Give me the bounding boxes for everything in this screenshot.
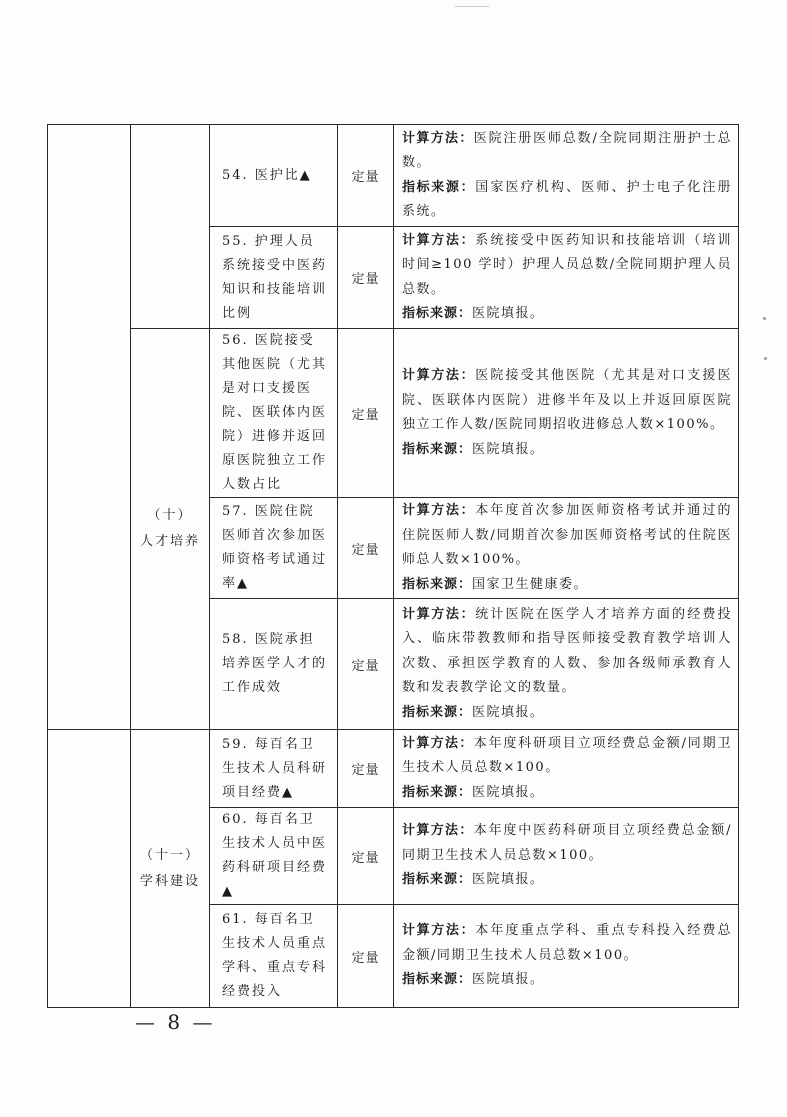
indicator-cell: 54. 医护比▲	[210, 125, 338, 227]
source-text: 国家卫生健康委。	[472, 576, 589, 592]
source-label: 指标来源：	[402, 784, 473, 800]
source-label: 指标来源：	[402, 972, 473, 988]
blank-cell	[48, 730, 131, 1008]
indicator-cell: 55. 护理人员系统接受中医药知识和技能培训比例	[210, 227, 338, 329]
source-label: 指标来源：	[402, 872, 473, 888]
method-text: 本年度重点学科、重点专科投入经费总金额/同期卫生技术人员总数×100。	[402, 923, 732, 963]
category-paren: （十一）	[139, 847, 200, 863]
category-name: 学科建设	[139, 873, 200, 889]
source-label: 指标来源：	[402, 441, 473, 457]
source-label: 指标来源：	[402, 179, 476, 195]
method-text: 医院注册医师总数/全院同期注册护士总数。	[402, 130, 732, 170]
source-text: 医院填报。	[472, 441, 545, 457]
method-text: 本年度中医药科研项目立项经费总金额/同期卫生技术人员总数×100。	[402, 823, 732, 863]
description-cell	[394, 905, 739, 1008]
type-cell: 定量	[338, 227, 394, 329]
description-cell	[394, 227, 739, 329]
table-row	[48, 125, 739, 227]
source-text: 医院填报。	[472, 784, 545, 800]
category-cell-talent	[131, 329, 210, 730]
method-label: 计算方法：	[402, 823, 474, 839]
indicator-cell: 60. 每百名卫生技术人员中医药科研项目经费▲	[210, 808, 338, 905]
source-label: 指标来源：	[402, 306, 473, 321]
category-paren: （十）	[147, 508, 193, 523]
category-cell-discipline	[131, 730, 210, 1008]
source-text: 医院填报。	[472, 306, 545, 321]
method-label: 计算方法：	[402, 130, 474, 146]
description-cell	[394, 125, 739, 227]
method-label: 计算方法：	[402, 606, 476, 622]
source-text: 医院填报。	[472, 972, 545, 988]
method-text: 医院接受其他医院（尤其是对口支援医院、医联体内医院）进修半年及以上并返回原医院独立工作人数/医院同期招收进修总人数×100%。	[402, 368, 732, 432]
table-row	[48, 329, 739, 498]
indicator-cell: 57. 医院住院医师首次参加医师资格考试通过率▲	[210, 498, 338, 599]
indicator-table	[47, 124, 739, 1008]
indicator-cell: 61. 每百名卫生技术人员重点学科、重点专科经费投入	[210, 905, 338, 1008]
blank-cell	[131, 125, 210, 329]
category-name: 人才培养	[139, 534, 200, 549]
type-cell: 定量	[338, 730, 394, 808]
method-text: 统计医院在医学人才培养方面的经费投入、临床带教教师和指导医师接受教育教学培训人次数、承担医学教育的人数、参加各级师承教育人数和发表教学论文的数量。	[402, 606, 732, 696]
type-cell: 定量	[338, 125, 394, 227]
method-text: 系统接受中医药知识和技能培训（培训时间≥100 学时）护理人员总数/全院同期护理人员总数。	[402, 232, 732, 297]
method-label: 计算方法：	[402, 923, 476, 939]
method-text: 本年度科研项目立项经费总金额/同期卫生技术人员总数×100。	[402, 735, 732, 776]
type-cell: 定量	[338, 599, 394, 730]
type-cell: 定量	[338, 905, 394, 1008]
scan-speck	[764, 357, 767, 360]
indicator-cell: 59. 每百名卫生技术人员科研项目经费▲	[210, 730, 338, 808]
source-label: 指标来源：	[402, 576, 473, 592]
description-cell	[394, 329, 739, 498]
indicator-cell: 56. 医院接受其他医院（尤其是对口支援医院、医联体内医院）进修并返回原医院独立工作人数占比	[210, 329, 338, 498]
method-text: 本年度首次参加医师资格考试并通过的住院医师人数/同期首次参加医师资格考试的住院医师总人数×100%。	[402, 503, 732, 567]
source-text: 医院填报。	[472, 872, 545, 888]
blank-cell	[48, 125, 131, 730]
source-label: 指标来源：	[402, 704, 473, 720]
method-label: 计算方法：	[402, 503, 476, 518]
indicator-cell: 58. 医院承担培养医学人才的工作成效	[210, 599, 338, 730]
type-cell: 定量	[338, 498, 394, 599]
description-cell	[394, 498, 739, 599]
scan-speck	[763, 317, 766, 320]
description-cell	[394, 599, 739, 730]
scan-top-mark	[455, 0, 489, 7]
description-cell	[394, 730, 739, 808]
method-label: 计算方法：	[402, 232, 476, 248]
type-cell: 定量	[338, 329, 394, 498]
description-cell	[394, 808, 739, 905]
source-text: 医院填报。	[472, 704, 545, 720]
source-text: 国家医疗机构、医师、护士电子化注册系统。	[402, 179, 732, 219]
page-number: — 8 —	[135, 1010, 216, 1034]
table-row	[48, 730, 739, 808]
method-label: 计算方法：	[402, 735, 474, 751]
method-label: 计算方法：	[402, 368, 476, 383]
type-cell: 定量	[338, 808, 394, 905]
